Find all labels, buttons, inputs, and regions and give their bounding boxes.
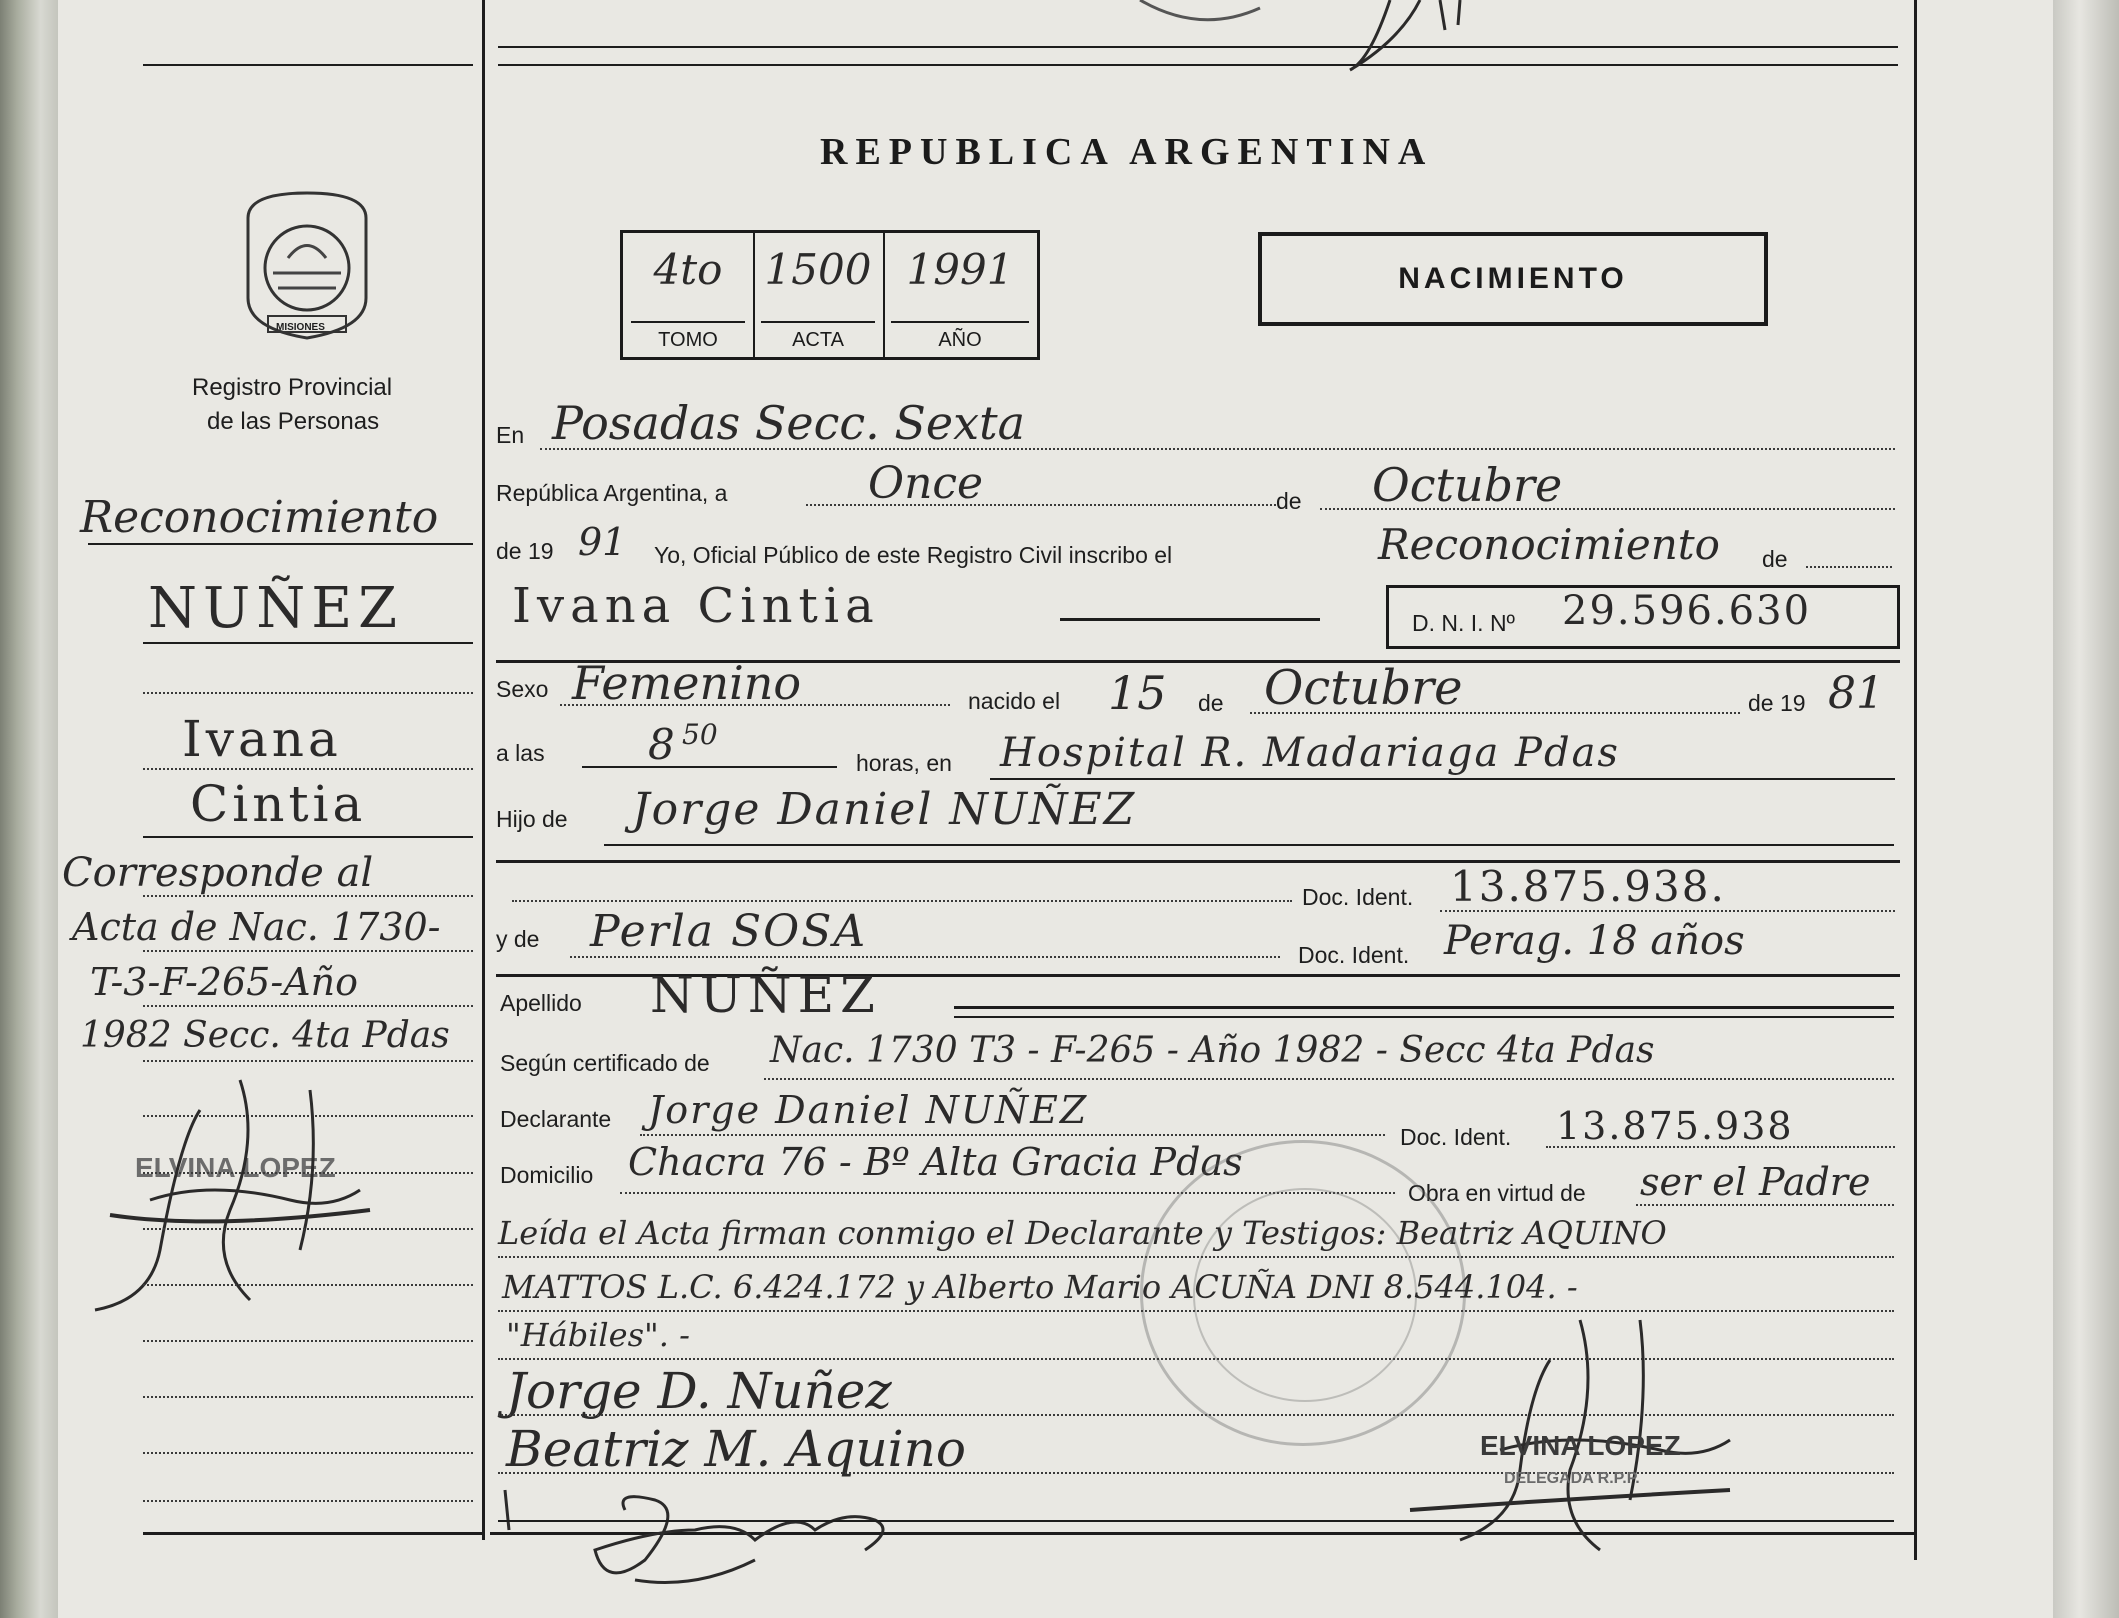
sexo-dots [560,704,950,706]
segun-label: Según certificado de [500,1050,710,1076]
margin-signature [90,1050,390,1320]
column-divider [482,0,485,1540]
signature-testigo-2 [495,1470,915,1600]
signature-testigo: Beatriz M. Aquino [506,1420,966,1478]
de2-label: de [1762,546,1788,572]
declarante-dots [640,1134,1385,1136]
nac-mes-dots [1250,712,1740,714]
padre-doc-label: Doc. Ident. [1302,884,1414,910]
dni-label: D. N. I. Nº [1412,610,1515,636]
hora-line [582,766,837,768]
declarante-label: Declarante [500,1106,612,1132]
margin-act-type: Reconocimiento [80,492,439,543]
text-line-1: Leída el Acta firman conmigo el Declarante y Testigos: Beatriz AQUINO [498,1214,1667,1252]
lugar-line [990,778,1895,780]
office-name-line2: de las Personas [207,408,380,435]
mes-value: Octubre [1372,458,1563,512]
nacido-label: nacido el [968,688,1061,714]
republica-label: República Argentina, a [496,480,728,506]
top-signature-fragment [1140,0,1560,80]
book-spine [0,0,58,1618]
horas-label: horas, en [856,750,952,776]
de3-label: de [1198,690,1224,716]
margin-dots-9 [143,1228,473,1230]
office-name-line1: Registro Provincial [192,374,393,401]
sexo-label: Sexo [496,676,549,702]
year-value: 91 [578,520,627,564]
alas-label: a las [496,740,545,766]
segun-dots [764,1078,1894,1080]
margin-dots-4 [143,950,473,952]
margin-dots-10 [143,1284,473,1286]
declarante-doc-dots [1546,1146,1895,1148]
acta-value: 1500 [764,245,872,294]
dia-dots [806,504,1276,506]
padre-doc-value: 13.875.938. [1450,862,1726,911]
declarante-doc-value: 13.875.938 [1556,1104,1794,1148]
obra-dots [1636,1204,1894,1206]
margin-dots-2 [143,768,473,770]
acta-label: ACTA [792,329,844,351]
margin-dots-13 [143,1452,473,1454]
anio-label: AÑO [938,329,982,351]
margin-dots-1 [143,692,473,694]
margin-name-1: Ivana [182,710,342,768]
en-label: En [496,422,525,448]
anio-value: 1991 [906,245,1014,294]
tomo-cell [623,233,755,357]
madre-value: Perla SOSA [590,906,868,957]
hora-sup: 50 [682,718,718,751]
year-prefix: de 19 [496,538,554,564]
padre-value: Jorge Daniel NUÑEZ [632,784,1137,835]
official-stamp-title: DELEGADA R.P.P. [1504,1470,1640,1487]
lugar-value: Hospital R. Madariaga Pdas [1000,730,1620,776]
seal-label-bottom: MISIONES [276,322,325,333]
nac-year: 81 [1828,668,1884,719]
madre-doc-label: Doc. Ident. [1298,942,1410,968]
anio-cell [883,233,1037,357]
declarante-doc-label: Doc. Ident. [1400,1124,1512,1150]
margin-rule-2 [143,642,473,644]
margin-stamp: ELVINA LOPEZ [135,1152,336,1183]
margin-dots-14 [143,1500,473,1502]
tomo-label: TOMO [658,329,718,351]
margin-dots-12 [143,1396,473,1398]
obra-label: Obra en virtud de [1408,1180,1586,1206]
apellido-line [954,1006,1894,1009]
en-value: Posadas Secc. Sexta [552,396,1026,450]
margin-dots-5 [143,1005,473,1007]
page-edge [2053,0,2119,1618]
nac-mes: Octubre [1264,660,1463,716]
apellido-label: Apellido [500,990,582,1016]
segun-value: Nac. 1730 T3 - F-265 - Año 1982 - Secc 4ta Pdas [770,1030,1655,1071]
declarante-value: Jorge Daniel NUÑEZ [648,1088,1089,1132]
nac-dia: 15 [1108,666,1167,720]
margin-surname: NUÑEZ [148,576,403,641]
hora-value: 8 [648,720,675,769]
hijo-label: Hijo de [496,806,568,832]
top-rule-left [143,64,473,66]
acta-cell [753,233,885,357]
text-line-3: "Hábiles". - [506,1316,690,1354]
de-label: de [1276,488,1302,514]
nombre-value: Ivana Cintia [512,578,880,634]
sexo-value: Femenino [572,656,802,710]
mes-dots [1320,508,1895,510]
margin-rule-3 [143,836,473,838]
registry-box [620,230,1040,360]
domicilio-label: Domicilio [500,1162,594,1188]
yde-label: y de [496,926,540,952]
official-stamp-name: ELVINA LOPEZ [1480,1430,1681,1461]
bottom-rule-left [143,1532,483,1535]
margin-dots-3 [143,895,473,897]
text-dots-1 [498,1256,1894,1258]
padre-line [604,844,1894,846]
margin-dots-11 [143,1340,473,1342]
tomo-value: 4to [653,245,723,294]
bottom-thin-rule [498,1520,1894,1522]
de2-dots [1806,566,1892,568]
signature-declarante: Jorge D. Nuñez [506,1362,892,1420]
padre-doc-value-dots [1440,910,1895,912]
en-dots [540,448,1895,450]
document-title: REPUBLICA ARGENTINA [820,131,1434,173]
dni-value: 29.596.630 [1562,588,1812,634]
margin-name-2: Cintia [190,775,367,833]
obra-value: ser el Padre [1640,1160,1871,1204]
margin-note-line-2: Acta de Nac. 1730- [72,905,441,949]
madre-dots [570,956,1280,958]
right-border [1914,0,1917,1560]
nombre-underline [1060,618,1320,621]
margin-note-line-1: Corresponde al [62,850,374,896]
oficial-text: Yo, Oficial Público de este Registro Civil inscribo el [654,542,1173,568]
margin-note-line-4: 1982 Secc. 4ta Pdas [80,1015,450,1056]
dia-value: Once [868,458,984,509]
apellido-value: NUÑEZ [650,966,881,1024]
madre-doc-value: Perag. 18 años [1444,918,1745,964]
domicilio-value: Chacra 76 - Bº Alta Gracia Pdas [628,1140,1243,1184]
nac-year-prefix: de 19 [1748,690,1806,716]
inscribo-value: Reconocimiento [1378,520,1720,569]
padre-doc-dots [512,900,1292,902]
text-line-2: MATTOS L.C. 6.424.172 y Alberto Mario ACUÑA DNI 8.544.104. - [502,1268,1578,1306]
margin-note-line-3: T-3-F-265-Año [90,960,358,1004]
nacimiento-box: NACIMIENTO [1258,232,1768,326]
apellido-line-2 [954,1016,1894,1018]
margin-rule-1 [88,543,473,545]
